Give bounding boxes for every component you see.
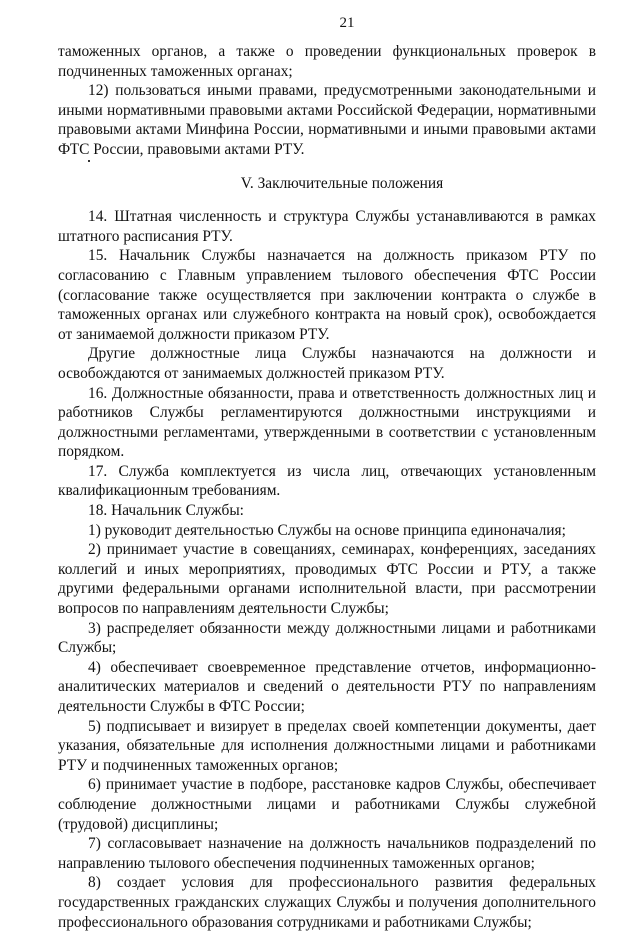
list-item-3: 3) распределяет обязанности между должностными лицами и работниками Службы;: [58, 619, 596, 657]
list-item-8: 8) создает условия для профессионального развития федеральных государственных гражданских служащих Службы и получения дополнительного профессионального образования сотрудниками и работниками Службы;: [58, 874, 596, 931]
paragraph-other-officials: Другие должностные лица Службы назначаются на должности и освобождаются от занимаемых должностей приказом РТУ.: [58, 345, 596, 382]
paragraph-16: 16. Должностные обязанности, права и ответственность должностных лиц и работников Службы регламентируются должностными инструкциями и должностными регламентами, утвержденными в соответствии с установленным порядком.: [58, 384, 596, 461]
list-item-6: 6) принимает участие в подборе, расстановке кадров Службы, обеспечивает соблюдение должностными лицами и работниками Службы служебной (трудовой) дисциплины;: [58, 776, 596, 833]
page-number: 21: [339, 15, 355, 31]
paragraph-18: 18. Начальник Службы:: [88, 502, 244, 520]
scan-speck: [88, 160, 90, 162]
list-item-4: 4) обеспечивает своевременное представление отчетов, информационно-аналитических материалов и сведений о деятельности РТУ по направлениям деятельности Службы в ФТС России;: [58, 658, 596, 715]
list-item-5: 5) подписывает и визирует в пределах своей компетенции документы, дает указания, обязательные для исполнения должностными лицами и работниками РТУ и подчиненных таможенных органов;: [58, 717, 596, 774]
section-title: V. Заключительные положения: [240, 174, 444, 192]
paragraph-15: 15. Начальник Службы назначается на должность приказом РТУ по согласованию с Главным управлением тылового обеспечения ФТС России (согласование также осуществляется при заключении контракта о службе в таможенных органах или служебного контракта на новый срок), освобождается от занимаемой должности приказом РТУ.: [58, 247, 596, 343]
paragraph-continuation: таможенных органов, а также о проведении функциональных проверок в подчиненных таможенных органах;: [58, 43, 596, 80]
list-item-7: 7) согласовывает назначение на должность начальников подразделений по направлению тылового обеспечения подчиненных таможенных органов;: [58, 835, 596, 872]
paragraph-14: 14. Штатная численность и структура Службы устанавливаются в рамках штатного расписания РТУ.: [58, 208, 596, 245]
paragraph-17: 17. Служба комплектуется из числа лиц, отвечающих установленным квалификационным требованиям.: [58, 462, 596, 500]
section-paragraphs: [58, 207, 596, 932]
list-item-1: 1) руководит деятельностью Службы на основе принципа единоначалия;: [88, 521, 566, 539]
list-item-2: 2) принимает участие в совещаниях, семинарах, конференциях, заседаниях коллегий и иных мероприятиях, проводимых ФТС России и РТУ, а также другими федеральными органами исполнительной власти, при рассмотрении вопросов по направлениям деятельности Службы;: [58, 541, 596, 618]
document-body: [58, 42, 596, 932]
paragraph-item-12: 12) пользоваться иными правами, предусмотренными законодательными и иными нормативными правовыми актами Российской Федерации, нормативными правовыми актами Минфина России, нормативными и иными правовыми актами ФТС России, правовыми актами РТУ.: [58, 82, 596, 158]
